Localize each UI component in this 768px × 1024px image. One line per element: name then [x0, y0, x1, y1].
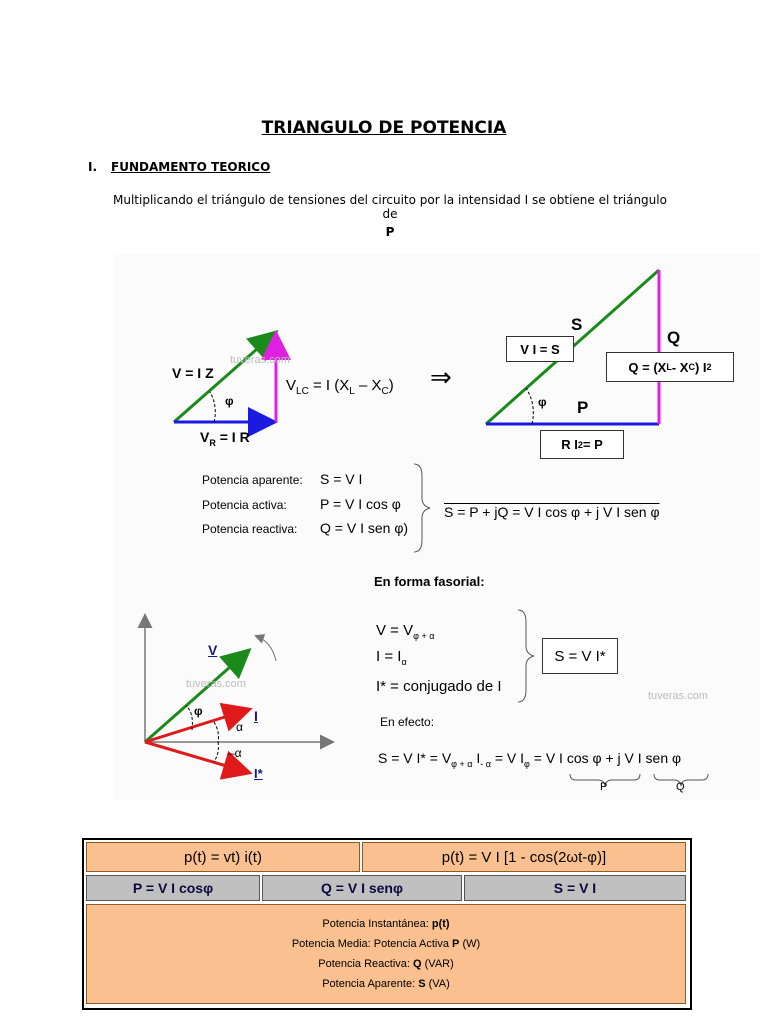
intro-paragraph — [110, 193, 670, 239]
left-angle-arc — [210, 392, 215, 422]
phasor-neg-alpha-label: –α — [228, 746, 242, 760]
left-hyp-label: V = I Z — [172, 365, 214, 381]
efecto-formula: S = V $I* = V_{\varphi + \alpha}$ $I_{- \alpha} = V$ $I_\varphi = V$ I cos φ + j V I sen φ — [378, 750, 682, 769]
watermark-3: tuveras.com — [648, 690, 708, 702]
table-cell-s: S = V I — [464, 875, 686, 901]
left-base-label: $V_R = I$ R — [200, 429, 250, 448]
fasorial-box: S = V I* — [542, 638, 618, 674]
fasorial-title: En forma fasorial: — [374, 574, 485, 589]
table-legend-cell — [86, 904, 686, 1004]
table-cell-p: P = V I cosφ — [86, 875, 260, 901]
legend-line-reactiva: Potencia Reactiva: Q (VAR) — [318, 958, 454, 970]
def-formula-aparente: S = V I — [320, 471, 363, 487]
legend-line-media: Potencia Media: Potencia Activa P (W) — [291, 938, 481, 950]
watermark-2: tuveras.com — [186, 678, 246, 690]
right-p-label: P — [577, 398, 589, 417]
brace-p-label: P — [600, 781, 608, 793]
intro-line-2: P — [385, 225, 395, 239]
def-label-aparente: Potencia aparente: — [202, 473, 303, 487]
right-phi-label: φ — [538, 395, 547, 409]
phasor-v-vector — [145, 652, 247, 742]
fasorial-line-1: $V = V_{\varphi + \alpha}$ — [376, 622, 435, 641]
complex-power-formula: S = P + jQ = V I cos φ + j V I sen φ — [444, 504, 660, 520]
watermark-1: tuveras.com — [230, 354, 290, 366]
phasor-alpha-arc — [214, 722, 219, 742]
fasorial-line-2: $I = I_\alpha$ — [376, 648, 407, 667]
def-label-reactiva: Potencia reactiva: — [202, 522, 298, 536]
fasorial-line-3: I* = conjugado de I — [376, 678, 502, 695]
section-title: FUNDAMENTO TEORICO — [111, 160, 271, 174]
fasorial-brace — [518, 610, 534, 702]
power-triangle-figure — [114, 254, 760, 800]
legend-line-instantanea: Potencia Instantánea: p(t) — [322, 918, 450, 930]
definitions-brace — [414, 464, 430, 552]
phasor-phi-label: φ — [194, 704, 203, 718]
p-box: R I 2 = P — [540, 430, 624, 459]
table-cell-pt-formula: p(t) = V I [1 - cos(2ωt-φ)] — [362, 842, 686, 872]
phasor-i-label: I — [254, 708, 258, 724]
power-summary-table — [82, 838, 692, 1010]
def-formula-reactiva: Q = V I sen φ) — [320, 520, 409, 536]
def-formula-activa: P = V I cos φ — [320, 496, 401, 512]
left-vert-label: $V_{LC} = I$ $(X_L - X_C)$ — [286, 377, 394, 397]
en-efecto-label: En efecto: — [380, 715, 435, 729]
right-q-label: Q — [667, 328, 681, 347]
table-cell-pt-def: p(t) = vt) i(t) — [86, 842, 360, 872]
phasor-iconj-label: I* — [254, 766, 263, 781]
intro-line-1: Multiplicando el triángulo de tensiones del circuito por la intensidad I se obtiene el triángulo de — [113, 193, 667, 221]
phasor-neg-alpha-arc — [214, 742, 219, 762]
left-phi-label: φ — [225, 394, 234, 408]
phasor-alpha-label: α — [236, 720, 243, 734]
implies-arrow: ⇒ — [430, 362, 452, 392]
legend-line-aparente: Potencia Aparente: S (VA) — [322, 978, 450, 990]
brace-q-label: Q — [676, 781, 685, 793]
right-s-label: S — [571, 315, 583, 334]
q-box: Q = (X L - X C ) I 2 — [606, 352, 734, 382]
def-label-activa: Potencia activa: — [202, 498, 287, 512]
right-angle-arc — [526, 388, 533, 424]
page-title: TRIANGULO DE POTENCIA — [261, 118, 507, 138]
vi-box: V I = S — [506, 336, 574, 362]
rotation-arc — [256, 636, 276, 661]
section-number: I. — [88, 160, 98, 174]
phasor-v-label: V — [208, 642, 218, 658]
table-cell-q: Q = V I senφ — [262, 875, 462, 901]
section-heading — [88, 160, 270, 174]
